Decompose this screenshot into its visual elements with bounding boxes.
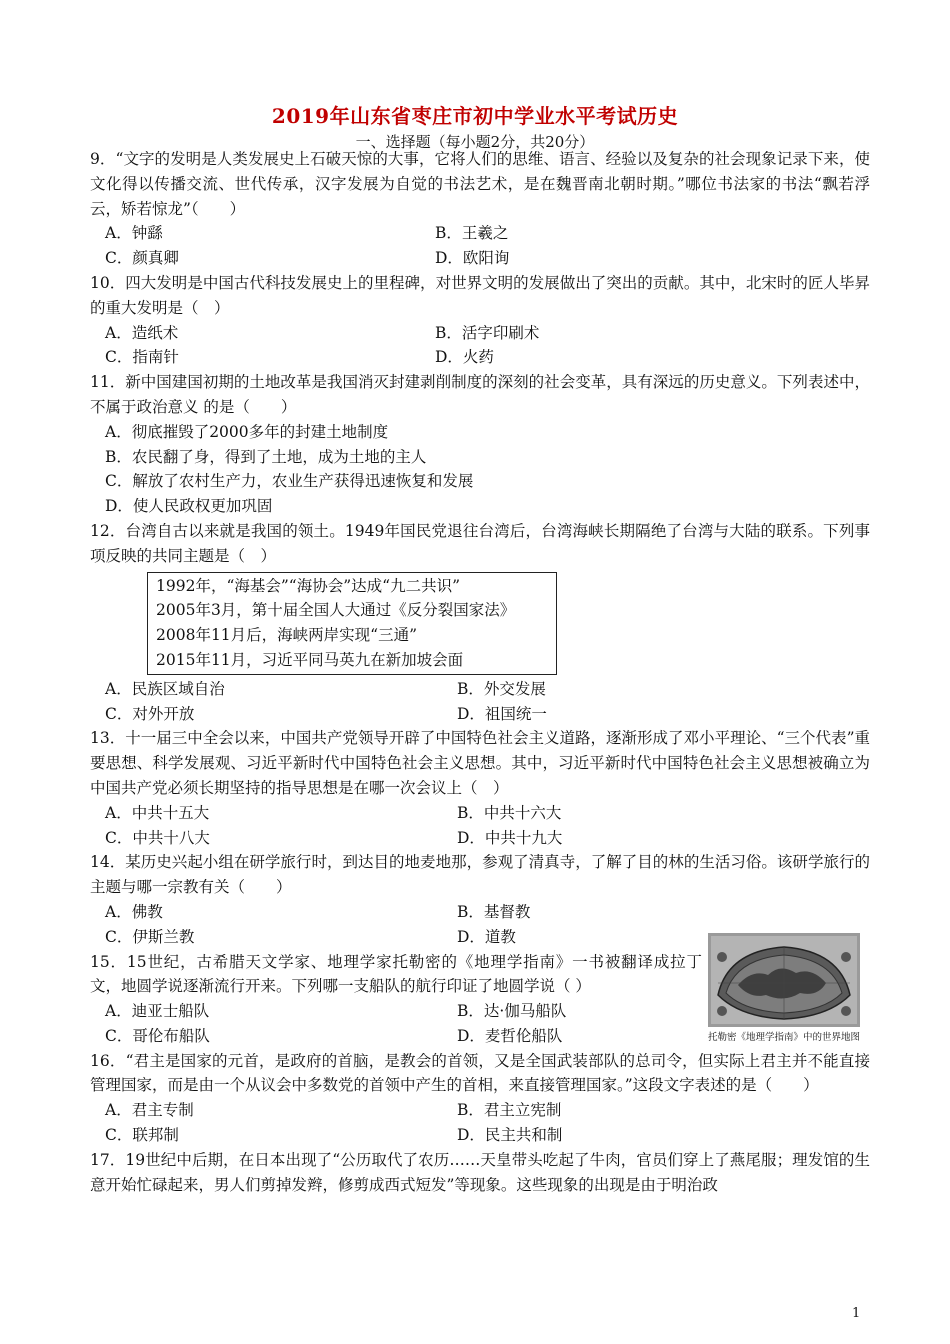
- question-stem: 17．19世纪中后期，在日本出现了“公历取代了农历……天皇带头吃起了牛肉，官员们穿上了燕尾服；理发馆的生意开始忙碌起来，男人们剪掉发辫，修剪成西式短发”等现象。这些现象的出现是由于明治政: [90, 1150, 870, 1194]
- question-10: [90, 271, 870, 370]
- event-line: 1992年，“海基会”“海协会”达成“九二共识”: [156, 576, 460, 595]
- question-11: [90, 370, 870, 519]
- map-illustration: [708, 933, 860, 1027]
- question-16: [90, 1049, 870, 1148]
- question-stem: 11．新中国建国初期的土地改革是我国消灭封建剥削制度的深刻的社会变革，具有深远的历史意义。下列表述中，不属于政治意义 的是（ ）: [90, 373, 870, 416]
- option-d: D．中共十九大: [457, 828, 563, 847]
- option-a: A．君主专制: [105, 1101, 194, 1120]
- option-d: D．民主共和制: [457, 1126, 563, 1145]
- ptolemy-map-figure: [708, 933, 860, 1043]
- option-d: D．火药: [435, 348, 494, 367]
- option-c: C．联邦制: [105, 1126, 179, 1145]
- event-line: 2015年11月，习近平同马英九在新加坡会面: [156, 650, 464, 669]
- question-13: [90, 726, 870, 850]
- option-a: A．民族区域自治: [105, 679, 225, 698]
- option-d: D．使人民政权更加巩固: [105, 497, 273, 516]
- option-a: A．迪亚士船队: [105, 1002, 210, 1021]
- options: [90, 321, 870, 371]
- option-c: C．颜真卿: [105, 249, 179, 268]
- option-a: A．彻底摧毁了2000多年的封建土地制度: [105, 422, 389, 441]
- option-c: C．指南针: [105, 348, 179, 367]
- option-a: A．中共十五大: [105, 803, 210, 822]
- option-d: D．麦哲伦船队: [457, 1026, 563, 1045]
- question-17: [90, 1148, 870, 1198]
- options: [90, 221, 870, 271]
- question-stem: 9．“文字的发明是人类发展史上石破天惊的大事，它将人们的思维、语言、经验以及复杂的社会现象记录下来，使文化得以传播交流、世代传承，汉字发展为自觉的书法艺术，是在魏晋南北朝时期。”哪位书法家的书法“飘若浮云，矫若惊龙”（ ）: [90, 150, 870, 218]
- page-title: 2019年山东省枣庄市初中学业水平考试历史: [271, 104, 679, 128]
- options: [90, 420, 870, 519]
- section-heading: 一、选择题（每小题2分，共20分）: [355, 133, 595, 151]
- option-c: C．对外开放: [105, 704, 195, 723]
- option-b: B．王羲之: [435, 224, 509, 243]
- option-b: B．外交发展: [457, 679, 546, 698]
- question-stem: 12．台湾自古以来就是我国的领土。1949年国民党退往台湾后，台湾海峡长期隔绝了台湾与大陆的联系。下列事项反映的共同主题是（ ）: [90, 521, 870, 565]
- option-d: D．欧阳询: [435, 249, 510, 268]
- option-b: B．中共十六大: [457, 803, 562, 822]
- option-b: B．达·伽马船队: [457, 1002, 567, 1021]
- world-map-image: [708, 933, 860, 1027]
- question-stem: 15．15世纪，古希腊天文学家、地理学家托勒密的《地理学指南》一书被翻译成拉丁文，地圆学说逐渐流行开来。下列哪一支船队的航行印证了地圆学说（ ）: [90, 952, 702, 996]
- question-12: [90, 519, 870, 726]
- figure-caption: 托勒密《地理学指南》中的世界地图: [708, 1032, 861, 1043]
- option-c: C．中共十八大: [105, 828, 210, 847]
- question-stem: 10．四大发明是中国古代科技发展史上的里程碑，对世界文明的发展做出了突出的贡献。其中，北宋时的匠人毕昇的重大发明是（ ）: [90, 273, 870, 317]
- question-9: [90, 147, 870, 271]
- page-number: 1: [852, 1306, 861, 1321]
- question-stem: 14．某历史兴起小组在研学旅行时，到达目的地麦地那，参观了清真寺，了解了目的林的生活习俗。该研学旅行的主题与哪一宗教有关（ ）: [90, 853, 870, 897]
- events-box: [147, 572, 557, 675]
- options: [90, 1098, 870, 1148]
- option-a: A．钟繇: [105, 224, 163, 243]
- option-a: A．造纸术: [105, 323, 179, 342]
- question-stem: 13．十一届三中全会以来，中国共产党领导开辟了中国特色社会主义道路，逐渐形成了邓小平理论、“三个代表”重要思想、科学发展观、习近平新时代中国特色社会主义思想。其中，习近平新时代中国特色社会主义思想被确立为中国共产党必须长期坚持的指导思想是在哪一次会议上（ ）: [90, 729, 870, 797]
- option-b: B．基督教: [457, 902, 531, 921]
- option-b: B．活字印刷术: [435, 323, 540, 342]
- options: [90, 801, 870, 851]
- options: [90, 677, 870, 727]
- option-c: C．哥伦布船队: [105, 1026, 210, 1045]
- option-c: C．伊斯兰教: [105, 927, 195, 946]
- option-d: D．祖国统一: [457, 704, 547, 723]
- option-c: C．解放了农村生产力，农业生产获得迅速恢复和发展: [105, 472, 474, 491]
- event-line: 2008年11月后，海峡两岸实现“三通”: [156, 626, 418, 645]
- option-b: B．农民翻了身，得到了土地，成为土地的主人: [105, 447, 427, 466]
- option-a: A．佛教: [105, 902, 163, 921]
- option-b: B．君主立宪制: [457, 1101, 562, 1120]
- event-line: 2005年3月，第十届全国人大通过《反分裂国家法》: [156, 601, 516, 620]
- question-stem: 16．“君主是国家的元首，是政府的首脑，是教会的首领，又是全国武装部队的总司令，但实际上君主并不能直接管理国家，而是由一个从议会中多数党的首领中产生的首相，来直接管理国家。”这段文字表述的是（ ）: [90, 1051, 870, 1095]
- option-d: D．道教: [457, 927, 516, 946]
